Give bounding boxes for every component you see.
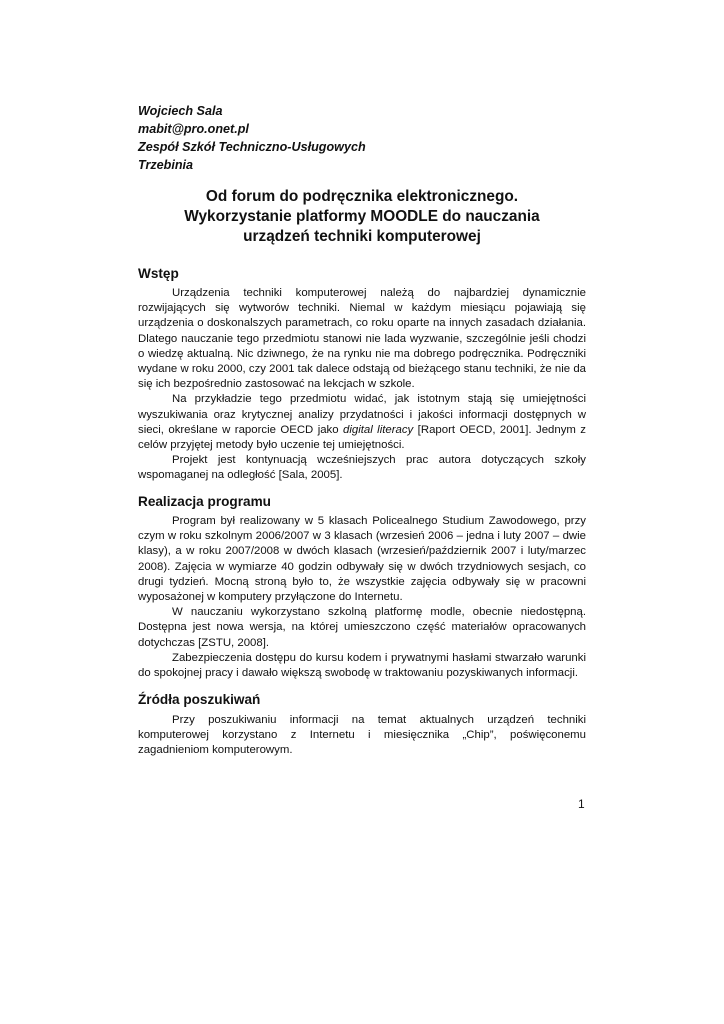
section-body-sources bbox=[138, 713, 586, 759]
paragraph: Projekt jest kontynuacją wcześniejszych prac autora dotyczących szkoły wspomaganej na odległość [Sala, 2005]. bbox=[138, 454, 586, 482]
paragraph bbox=[138, 392, 586, 453]
author-city: Trzebinia bbox=[138, 158, 194, 172]
paragraph: Program był realizowany w 5 klasach Policealnego Studium Zawodowego, przy czym w roku szkolnym 2006/2007 w 3 klasach (wrzesień 2006 – jedna i luty 2007 – dwie klasy), a w roku 2007/2008 w dwóch klasach (wrzesień/październik 2007 i luty/marzec 2008). Zajęcia w wymiarze 40 godzin odbywały się w dwóch trzydniowych sesjach, co drugi tydzień. Mocną stroną było to, że wszystkie zajęcia odbywały się w pracowni wyposażonej w komputery przyłączone do Internetu. bbox=[138, 515, 586, 604]
title-line-3: urządzeń techniki komputerowej bbox=[243, 228, 481, 245]
section-heading-intro: Wstęp bbox=[138, 266, 179, 281]
paragraph: Urządzenia techniki komputerowej należą do najbardziej dynamicznie rozwijających się wytworów techniki. Niemal w każdym miesiącu pojawiają się urządzenia o doskonalszych parametrach, co roku oparte na innych zasadach działania. Dlatego nauczanie tego przedmiotu stanowi nie lada wyzwanie, szczególnie jeśli chodzi o wiedzę aktualną. Nic dziwnego, że na rynku nie ma dobrego podręcznika. Podręczniki wydane w roku 2000, czy 2001 tak dalece odstają od bieżącego stanu techniki, że nie da się ich bezpośrednio zastosować na lekcjach w szkole. bbox=[138, 287, 586, 391]
paragraph: W nauczaniu wykorzystano szkolną platformę modle, obecnie niedostępną. Dostępna jest nowa wersja, na której umieszczono część materiałów opracowanych dotychczas [ZSTU, 2008]. bbox=[138, 606, 586, 649]
title-line-1: Od forum do podręcznika elektronicznego. bbox=[205, 188, 519, 205]
title-line-2: Wykorzystanie platformy MOODLE do nauczania bbox=[184, 208, 540, 225]
author-name: Wojciech Sala bbox=[138, 104, 223, 118]
section-heading-sources: Źródła poszukiwań bbox=[138, 692, 261, 707]
section-heading-realization: Realizacja programu bbox=[138, 494, 271, 509]
author-school: Zespół Szkół Techniczno-Usługowych bbox=[138, 140, 366, 154]
author-email: mabit@pro.onet.pl bbox=[138, 122, 249, 136]
paragraph-text: [Raport OECD, 2001]. Jednym z celów przyjętej metody było uczenie tej umiejętności. bbox=[138, 423, 587, 452]
term-digital-literacy: digital literacy bbox=[343, 423, 414, 436]
paper-title bbox=[120, 187, 604, 247]
author-block bbox=[138, 102, 598, 174]
page-number: 1 bbox=[578, 797, 585, 811]
paragraph: Zabezpieczenia dostępu do kursu kodem i prywatnymi hasłami stwarzało warunki do spokojnej pracy i dawało większą swobodę w traktowaniu pozyskiwanych informacji. bbox=[138, 651, 586, 680]
section-body-realization bbox=[138, 514, 586, 681]
paragraph-text: Na przykładzie tego przedmiotu widać, jak istotnym stają się umiejętności wyszukiwania oraz krytycznej analizy przydatności i jakości informacji dostępnych w sieci, określane w raporcie OECD jako bbox=[138, 393, 586, 436]
section-body-intro bbox=[138, 286, 586, 484]
paragraph: Przy poszukiwaniu informacji na temat aktualnych urządzeń techniki komputerowej korzystano z Internetu i miesięcznika „Chip”, poświęconemu zagadnieniom komputerowym. bbox=[138, 714, 586, 757]
